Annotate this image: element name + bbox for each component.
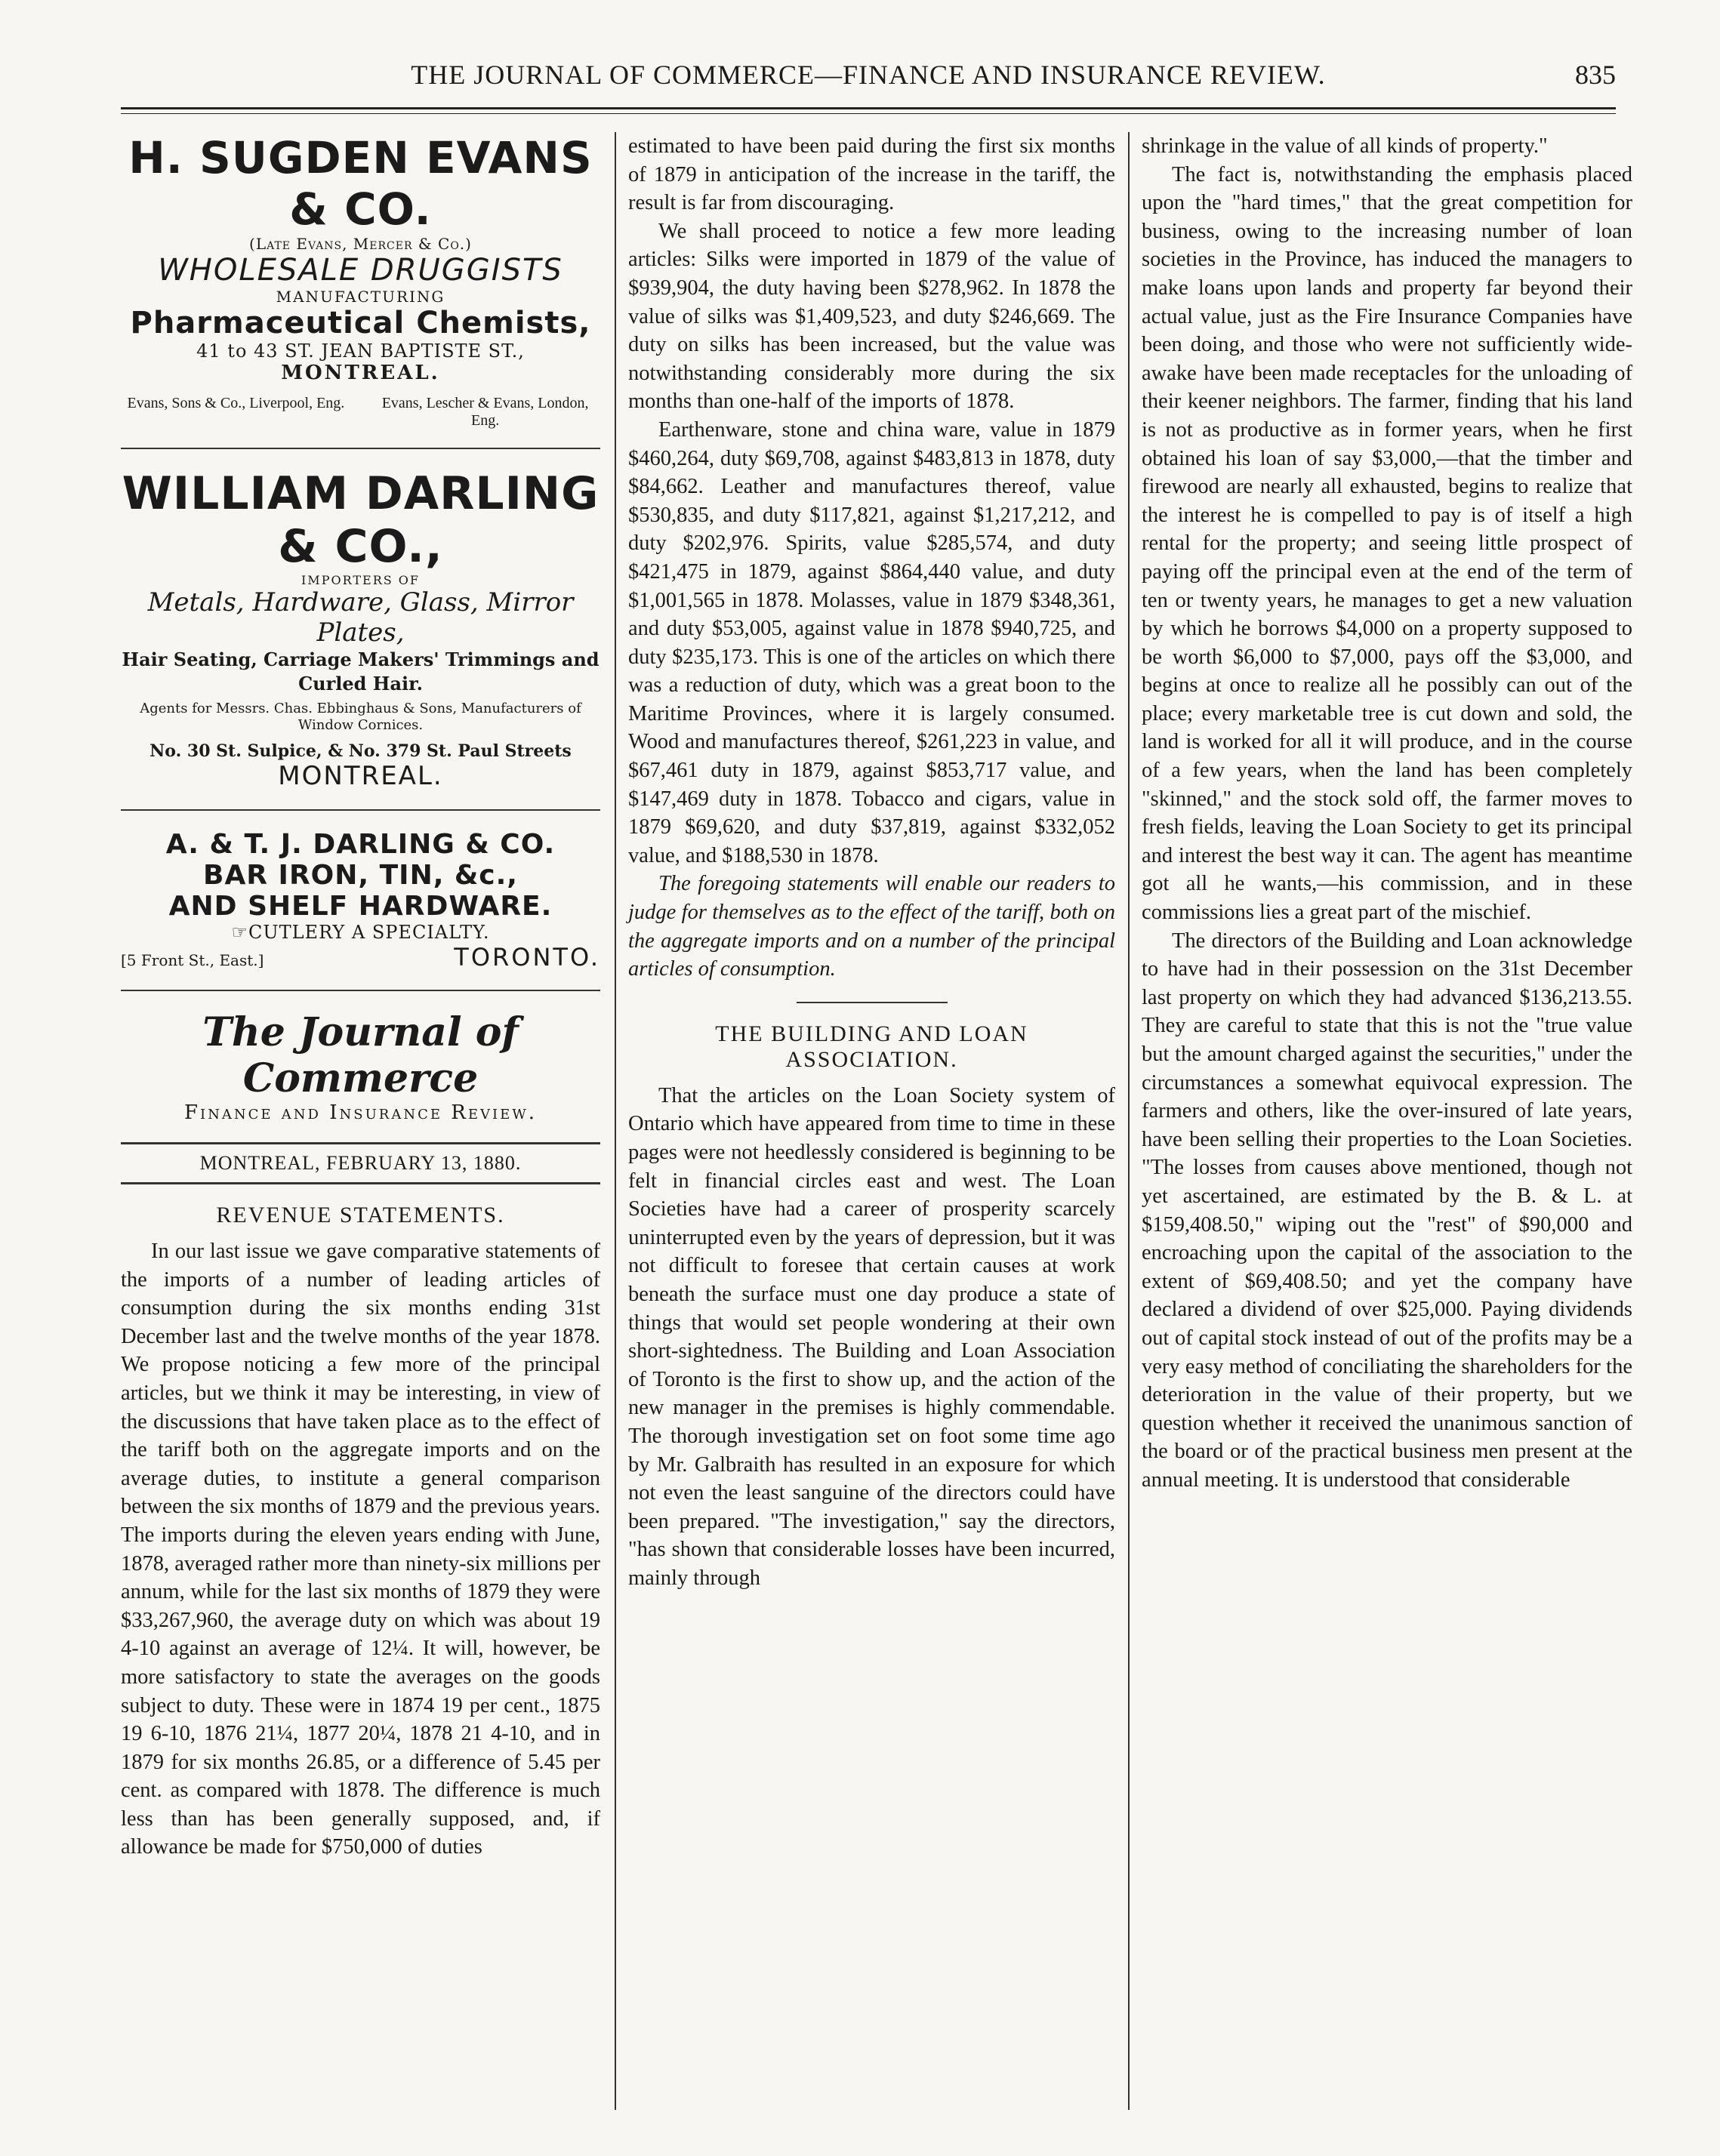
article-revenue-paragraph: In our last issue we gave comparative statements of the imports of a number of leading articles of consumption during the six months ending 31st December last and the twelve months of the year 1878. We propose noticing a few more of the principal articles, but we think it may be interesting, in view of the discussions that have taken place as to the effect of the tariff both on the aggregate imports and on the average duties, to institute a general comparison between the six months of 1879 and the previous years. The imports during the eleven years ending with June, 1878, averaged rather more than ninety-six millions per annum, while for the last six months of 1879 they were $33,267,960, the average duty on which was about 19 4-10 against an average of 12¼. It will, however, be more satisfactory to state the averages on the goods subject to duty. These were in 1874 19 per cent., 1875 19 6-10, 1876 21¼, 1877 20¼, 1878 21 4-10, and in 1879 for six months 26.85, or a difference of 5.45 per cent. as compared with 1878. The difference is much less than has been generally supposed, and, if allowance be made for $750,000 of duties [121,1240,600,1859]
ad-darling-goods: Metals, Hardware, Glass, Mirror Plates, [147,587,574,648]
article-building-loan-paragraph: shrinkage in the value of all kinds of property." [1142,134,1548,158]
page-header [121,59,1616,98]
header-rule-bottom [121,113,1616,114]
masthead-subtitle: Finance and Insurance Review. [183,1101,537,1124]
column-2 [628,132,1115,1593]
ad-evans-trade: WHOLESALE DRUGGISTS [158,253,563,288]
ad-evans-city: MONTREAL. [281,362,440,384]
ad-atj-darling [121,829,600,972]
ad-darling-agents: Agents for Messrs. Chas. Ebbinghaus & Sons, Manufacturers of Window Cornices. [140,701,581,733]
article-separator [797,1002,948,1003]
column-divider-2 [1128,132,1130,2110]
ad-evans-address: 41 to 43 ST. JEAN BAPTISTE ST., [196,340,525,362]
ad-evans-name: H. SUGDEN EVANS & CO. [128,132,593,235]
ad-separator [121,990,600,991]
ad-william-darling [121,467,600,791]
ad-evans-branches [121,395,600,430]
ad-evans-chemists: Pharmaceutical Chemists, [130,306,591,340]
ad-evans-manufacturing: MANUFACTURING [276,288,445,306]
article-revenue-body-col1 [121,1237,600,1862]
article-revenue-paragraph: The foregoing statements will enable our readers to judge for themselves as to the effect of the tariff, both on the aggregate imports and on a number of the principal articles of consumption. [628,872,1115,981]
ad-separator [121,809,600,811]
article-building-loan-paragraph: The fact is, notwithstanding the emphasis placed upon the "hard times," that the great competition for business, owing to the increasing number of loan societies in the Province, has induced the managers to make loans upon lands and property far beyond their actual value, just as the Fire Insurance Companies have been doing, and those who were not sufficiently wide-awake have been made receptacles for the unloading of their keener neighbors. The farmer, finding that his land is not as productive as in former years, when he first obtained his loan of say $3,000,—that the timber and firewood are nearly all exhausted, begins to realize that the interest he is compelled to pay is of itself a high rental for the property; and seeing little prospect of paying off the principal even at the end of the term of ten or twenty years, he manages to get a new valuation by which he borrows $4,000 on a property supposed to be worth $6,000 to $7,000, pays off the $3,000, and begins at once to realize all he possibly can out of the place; every marketable tree is cut down and sold, the land is worked for all it will produce, and in the course of a few years, when the land has been completely "skinned," and the stock sold off, the farmer moves to fresh fields, leaving the Loan Society to get its principal and interest the best way it can. The agent has meantime got all he wants,—his commission, and in these commissions lies a great part of the mischief. [1142,162,1632,925]
page-number: 835 [1575,60,1616,90]
ad-separator [121,448,600,449]
ad-evans-branch-london: Evans, Lescher & Evans, London, Eng. [381,395,589,429]
ad-darling-address: No. 30 St. Sulpice, & No. 379 St. Paul Streets [149,741,572,761]
ad-atj-name: A. & T. J. DARLING & CO. [165,829,556,860]
journal-running-title: THE JOURNAL OF COMMERCE—FINANCE AND INSURANCE REVIEW. [411,60,1326,90]
column-3 [1142,132,1632,1495]
masthead-title: The Journal of Commerce [202,1009,519,1101]
article-building-loan-paragraph: The directors of the Building and Loan acknowledge to have had in their possession on the 31st December last property on which they had advanced $136,213.55. They are careful to state that this is not the "true value but the amount charged against the securities," under the circumstances a somewhat equivocal expression. The farmers and others, like the over-insured of late years, have been selling their properties to the Loan Societies. "The losses from causes above mentioned, though not yet ascertained, are estimated by the B. & L. at $159,408.50," wiping out the "rest" of $90,000 and encroaching upon the capital of the association to the extent of $69,408.50; and yet the company have declared a dividend of over $25,000. Paying dividends out of capital stock instead of out of the profits may be a very easy method of conciliating the shareholders for the deterioration in the value of their property, but we question whether it received the unanimous sanction of the board or of the practical business men present at the annual meeting. It is understood that considerable [1142,929,1632,1492]
ad-evans-late: (Late Evans, Mercer & Co.) [249,235,472,253]
ad-evans-branch-liverpool: Evans, Sons & Co., Liverpool, Eng. [127,395,345,411]
article-revenue-paragraph: Earthenware, stone and china ware, value in 1879 $460,264, duty $69,708, against $483,813 in 1878, duty $84,662. Leather and manufactures thereof, value $530,835, and duty $117,821, against $1,217,212, and duty $202,976. Spirits, value $285,574, and duty $421,475 in 1879, against $864,440 value, and duty $1,001,565 in 1878. Molasses, value in 1879 $348,361, and duty $53,005, against value in 1878 $940,725, and duty $235,173. This is one of the articles on which there was a reduction of duty, which was a great boon to the Maritime Provinces, where it is largely consumed. Wood and manufactures thereof, $261,223 in value, and $67,461 duty in 1879, against $853,717 value, and $147,469 duty in 1878. Tobacco and cigars, value in 1879 $69,620, and duty $37,819, against $332,052 value, and $188,530 in 1878. [628,417,1115,867]
ad-atj-line2: AND SHELF HARDWARE. [168,891,553,922]
ad-evans [121,132,600,430]
dateline: MONTREAL, FEBRUARY 13, 1880. [199,1152,522,1174]
article-building-loan-paragraph: That the articles on the Loan Society system of Ontario which have appeared from time to time in these pages were not heedlessly considered is beginning to be felt in financial circles east and west. The Loan Societies have had a career of prosperity scarcely uninterrupted even by the years of depression, but it was not difficult to foresee that certain causes at work beneath the surface must one day produce a state of things that would set people wondering at their own short-sightedness. The Building and Loan Association of Toronto is the first to show up, and the action of the new manager in the premises is highly commendable. The thorough investigation set on foot some time ago by Mr. Galbraith has resulted in an exposure for which not even the least sanguine of the directors could have been prepared. "The investigation," say the directors, "has shown that considerable losses have been incurred, mainly through [628,1083,1115,1590]
header-rule-top [121,107,1616,109]
ad-darling-importers: IMPORTERS OF [301,573,420,587]
ad-atj-city: TORONTO. [454,943,600,972]
column-divider-1 [615,132,616,2110]
ad-atj-cutlery: ☞CUTLERY A SPECIALTY. [231,922,490,943]
ad-darling-name: WILLIAM DARLING & CO., [122,467,600,573]
article-revenue-paragraph: estimated to have been paid during the first six months of 1879 in anticipation of the increase in the tariff, the result is far from discouraging. [628,134,1115,215]
dateline-rule [121,1182,600,1184]
ad-darling-goods2: Hair Seating, Carriage Makers' Trimmings and Curled Hair. [122,648,600,695]
masthead [121,1009,600,1124]
masthead-rule [121,1142,600,1144]
article-revenue-title: REVENUE STATEMENTS. [216,1203,505,1227]
ad-darling-city: MONTREAL. [278,761,443,791]
column-1 [121,132,600,1862]
article-revenue-paragraph: We shall proceed to notice a few more leading articles: Silks were imported in 1879 of the value of $939,904, the duty having been $278,962. In 1878 the value of silks was $1,409,523, and duty $246,669. The duty on silks has been increased, but the value was notwithstanding considerably more during the six months than one-half of the imports of 1878. [628,219,1115,414]
article-building-loan-title: THE BUILDING AND LOAN ASSOCIATION. [715,1021,1028,1072]
ad-atj-line1: BAR IRON, TIN, &c., [203,860,518,891]
ad-atj-address: [5 Front St., East.] [121,951,264,969]
